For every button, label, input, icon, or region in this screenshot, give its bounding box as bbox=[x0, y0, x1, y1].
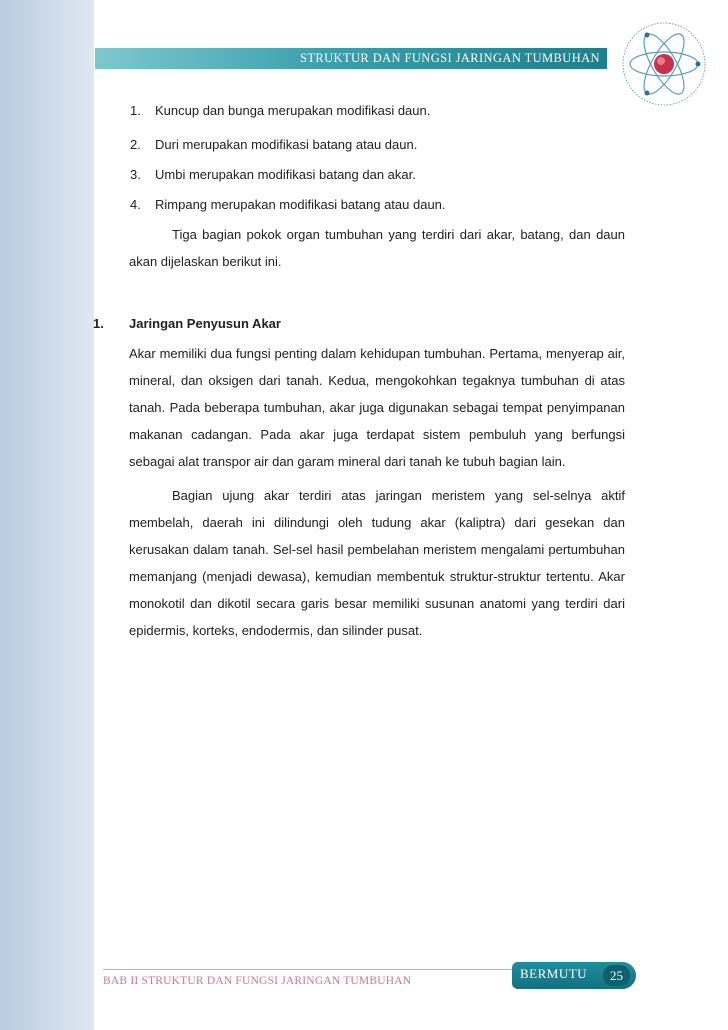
page-number: 25 bbox=[603, 965, 630, 986]
footer-chapter-title: BAB II STRUKTUR DAN FUNGSI JARINGAN TUMBUHAN bbox=[103, 975, 412, 987]
list-number: 3. bbox=[130, 167, 141, 182]
list-number: 4. bbox=[130, 197, 141, 212]
section-heading: Jaringan Penyusun Akar bbox=[129, 316, 281, 331]
footer-brand: BERMUTU bbox=[520, 966, 588, 981]
intro-paragraph bbox=[129, 221, 625, 275]
list-text: Duri merupakan modifikasi batang atau daun. bbox=[155, 137, 418, 152]
list-text: Kuncup dan bunga merupakan modifikasi daun. bbox=[155, 103, 431, 118]
footer-rule bbox=[103, 969, 513, 970]
running-header-title: STRUKTUR DAN FUNGSI JARINGAN TUMBUHAN bbox=[299, 51, 600, 65]
body-paragraph-2 bbox=[129, 482, 625, 644]
paragraph-text: Akar memiliki dua fungsi penting dalam kehidupan tumbuhan. Pertama, menyerap air, mineral, dan oksigen dari tanah. Kedua, mengokohkan tegaknya tumbuhan di atas tanah. Pada beberapa tumbuhan, akar juga digunakan sebagai tempat penyimpanan makanan cadangan. Pada akar juga terdapat sistem pembuluh yang berfungsi sebagai alat transpor air dan garam mineral dari tanah ke tubuh bagian lain. bbox=[129, 346, 625, 469]
paragraph-text: Bagian ujung akar terdiri atas jaringan meristem yang sel-selnya aktif membelah, daerah ini dilindungi oleh tudung akar (kaliptra) dari gesekan dan kerusakan dalam tanah. Sel-sel hasil pembelahan meristem mengalami pertumbuhan memanjang (menjadi dewasa), kemudian membentuk struktur-struktur tertentu. Akar monokotil dan dikotil secara garis besar memiliki susunan anatomi yang terdiri dari epidermis, korteks, endodermis, dan silinder pusat. bbox=[129, 488, 625, 638]
list-number: 2. bbox=[130, 137, 141, 152]
list-number: 1. bbox=[130, 103, 141, 118]
list-text: Rimpang merupakan modifikasi batang atau daun. bbox=[155, 197, 446, 212]
intro-text: Tiga bagian pokok organ tumbuhan yang terdiri dari akar, batang, dan daun akan dijelaskan berikut ini. bbox=[129, 227, 625, 269]
section-number: 1. bbox=[93, 316, 104, 331]
body-paragraph-1 bbox=[129, 340, 625, 475]
list-text: Umbi merupakan modifikasi batang dan akar. bbox=[155, 167, 416, 182]
